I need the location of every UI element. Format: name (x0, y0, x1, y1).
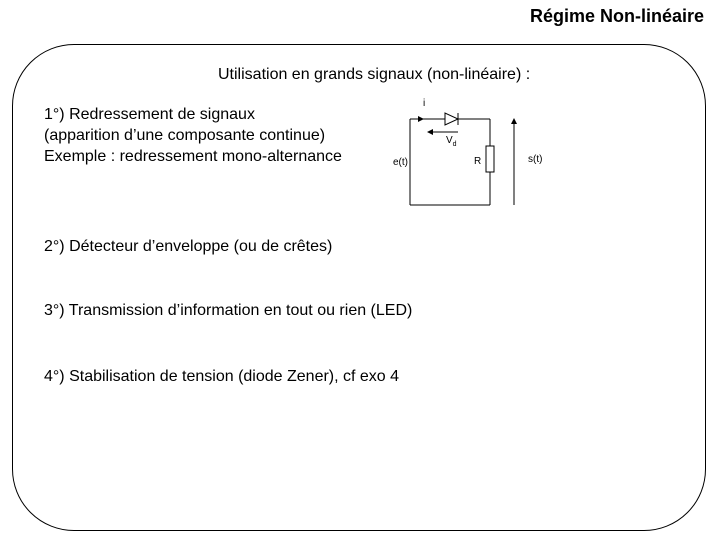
resistor-label: R (474, 156, 482, 167)
diode-symbol (445, 113, 458, 125)
voltage-arrow-icon (427, 129, 433, 135)
item-line: 3°) Transmission d’information en tout ou rien (LED) (44, 302, 413, 319)
current-arrow-icon (418, 116, 424, 122)
resistor-symbol (486, 146, 494, 172)
list-item (44, 104, 342, 167)
item-line: (apparition d’une composante continue) (44, 127, 326, 144)
slide-title: Régime Non-linéaire (529, 6, 704, 26)
item-line: 2°) Détecteur d’enveloppe (ou de crêtes) (44, 238, 333, 255)
diode-voltage-label: $V_d$ (446, 135, 457, 148)
item-line: 4°) Stabilisation de tension (diode Zener), cf exo 4 (44, 368, 400, 385)
output-label: s(t) (528, 154, 543, 165)
item-line: 1°) Redressement de signaux (44, 106, 255, 123)
rectifier-circuit-diagram (380, 90, 560, 212)
list-item (44, 366, 399, 387)
list-item (44, 236, 332, 257)
input-label: e(t) (393, 157, 408, 168)
output-arrow-icon (511, 118, 517, 124)
list-item (44, 300, 412, 321)
item-line: Exemple : redressement mono-alternance (44, 148, 342, 165)
current-label: i (423, 98, 426, 109)
subtitle: Utilisation en grands signaux (non-linéaire) : (218, 66, 531, 83)
